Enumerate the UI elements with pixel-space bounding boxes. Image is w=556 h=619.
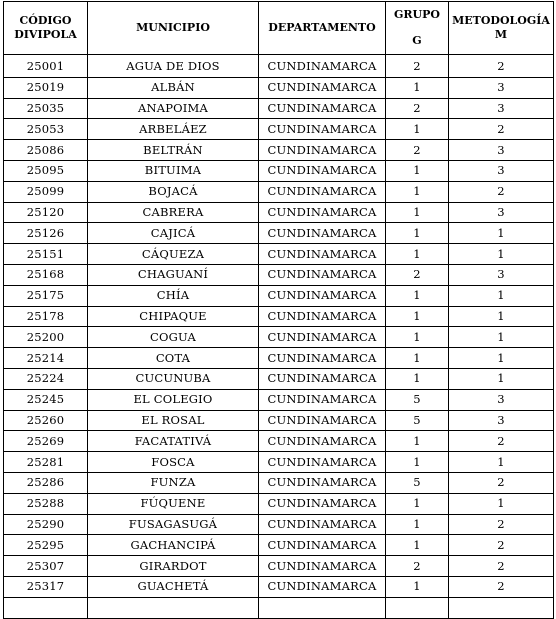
cell-grupo: 1 <box>386 348 449 369</box>
cell-codigo: 25224 <box>4 368 88 389</box>
cell-codigo: 25269 <box>4 431 88 452</box>
cell-metodologia: 1 <box>449 493 554 514</box>
cell-departamento: CUNDINAMARCA <box>259 327 386 348</box>
cell-codigo: 25001 <box>4 55 88 78</box>
cell-grupo: 2 <box>386 55 449 78</box>
table-row <box>4 410 554 431</box>
cell-municipio: EL COLEGIO <box>88 389 259 410</box>
table-row <box>4 576 554 597</box>
cell-municipio: CHAGUANÍ <box>88 264 259 285</box>
cell-departamento: CUNDINAMARCA <box>259 181 386 202</box>
cell-grupo: 1 <box>386 244 449 265</box>
cell-municipio: FOSCA <box>88 452 259 473</box>
cell-grupo: 1 <box>386 368 449 389</box>
cell-metodologia: 2 <box>449 431 554 452</box>
cell-departamento: CUNDINAMARCA <box>259 140 386 161</box>
table-row <box>4 389 554 410</box>
cell-metodologia: 1 <box>449 223 554 244</box>
cell-municipio <box>88 597 259 618</box>
cell-metodologia: 3 <box>449 410 554 431</box>
cell-metodologia: 2 <box>449 576 554 597</box>
cell-grupo: 2 <box>386 140 449 161</box>
cell-departamento: CUNDINAMARCA <box>259 348 386 369</box>
table-row <box>4 306 554 327</box>
table-row <box>4 597 554 618</box>
table-row <box>4 98 554 119</box>
cell-municipio: FUSAGASUGÁ <box>88 514 259 535</box>
cell-metodologia: 3 <box>449 264 554 285</box>
cell-codigo: 25245 <box>4 389 88 410</box>
table-row <box>4 119 554 140</box>
cell-municipio: CUCUNUBA <box>88 368 259 389</box>
table-row <box>4 77 554 98</box>
cell-grupo: 5 <box>386 410 449 431</box>
cell-codigo: 25126 <box>4 223 88 244</box>
cell-grupo: 1 <box>386 285 449 306</box>
cell-grupo: 1 <box>386 327 449 348</box>
table-row <box>4 493 554 514</box>
table-row <box>4 285 554 306</box>
cell-codigo: 25086 <box>4 140 88 161</box>
cell-metodologia: 2 <box>449 535 554 556</box>
cell-departamento: CUNDINAMARCA <box>259 202 386 223</box>
cell-grupo: 2 <box>386 98 449 119</box>
cell-grupo: 1 <box>386 77 449 98</box>
table-row <box>4 348 554 369</box>
cell-codigo: 25288 <box>4 493 88 514</box>
cell-departamento: CUNDINAMARCA <box>259 576 386 597</box>
cell-grupo: 1 <box>386 223 449 244</box>
header-municipio: MUNICIPIO <box>88 2 259 55</box>
cell-grupo: 1 <box>386 431 449 452</box>
table-row <box>4 223 554 244</box>
table-row <box>4 472 554 493</box>
cell-codigo: 25295 <box>4 535 88 556</box>
cell-codigo: 25175 <box>4 285 88 306</box>
cell-municipio: FUNZA <box>88 472 259 493</box>
cell-metodologia: 2 <box>449 514 554 535</box>
cell-metodologia: 1 <box>449 368 554 389</box>
table-row <box>4 368 554 389</box>
cell-departamento: CUNDINAMARCA <box>259 452 386 473</box>
header-metodologia: METODOLOGÍA M <box>449 2 554 55</box>
cell-departamento: CUNDINAMARCA <box>259 77 386 98</box>
cell-municipio: AGUA DE DIOS <box>88 55 259 78</box>
cell-metodologia: 2 <box>449 119 554 140</box>
cell-municipio: CHÍA <box>88 285 259 306</box>
cell-metodologia: 1 <box>449 452 554 473</box>
cell-departamento: CUNDINAMARCA <box>259 264 386 285</box>
cell-codigo <box>4 597 88 618</box>
cell-grupo: 1 <box>386 535 449 556</box>
header-departamento: DEPARTAMENTO <box>259 2 386 55</box>
cell-municipio: CÁQUEZA <box>88 244 259 265</box>
cell-metodologia: 3 <box>449 202 554 223</box>
cell-municipio: FÚQUENE <box>88 493 259 514</box>
cell-grupo: 1 <box>386 181 449 202</box>
municipality-table <box>3 1 554 619</box>
table-row <box>4 556 554 577</box>
cell-codigo: 25317 <box>4 576 88 597</box>
cell-codigo: 25286 <box>4 472 88 493</box>
header-codigo-divipola: CÓDIGO DIVIPOLA <box>4 2 88 55</box>
cell-grupo: 1 <box>386 119 449 140</box>
table-body <box>4 55 554 619</box>
cell-grupo <box>386 597 449 618</box>
table-row <box>4 140 554 161</box>
cell-metodologia: 1 <box>449 327 554 348</box>
cell-departamento: CUNDINAMARCA <box>259 410 386 431</box>
cell-codigo: 25120 <box>4 202 88 223</box>
cell-grupo: 1 <box>386 306 449 327</box>
table-row <box>4 514 554 535</box>
cell-codigo: 25281 <box>4 452 88 473</box>
cell-metodologia: 1 <box>449 285 554 306</box>
table-row <box>4 202 554 223</box>
cell-municipio: ALBÁN <box>88 77 259 98</box>
cell-grupo: 1 <box>386 160 449 181</box>
cell-departamento <box>259 597 386 618</box>
cell-codigo: 25307 <box>4 556 88 577</box>
cell-metodologia: 1 <box>449 306 554 327</box>
table-row <box>4 264 554 285</box>
cell-metodologia: 3 <box>449 98 554 119</box>
cell-departamento: CUNDINAMARCA <box>259 493 386 514</box>
cell-departamento: CUNDINAMARCA <box>259 431 386 452</box>
cell-departamento: CUNDINAMARCA <box>259 223 386 244</box>
header-row <box>4 2 554 55</box>
cell-codigo: 25095 <box>4 160 88 181</box>
cell-codigo: 25178 <box>4 306 88 327</box>
cell-metodologia: 3 <box>449 389 554 410</box>
cell-municipio: GIRARDOT <box>88 556 259 577</box>
cell-codigo: 25019 <box>4 77 88 98</box>
table-row <box>4 431 554 452</box>
cell-grupo: 5 <box>386 389 449 410</box>
cell-departamento: CUNDINAMARCA <box>259 119 386 140</box>
cell-codigo: 25168 <box>4 264 88 285</box>
cell-departamento: CUNDINAMARCA <box>259 389 386 410</box>
cell-departamento: CUNDINAMARCA <box>259 472 386 493</box>
cell-municipio: ANAPOIMA <box>88 98 259 119</box>
cell-codigo: 25214 <box>4 348 88 369</box>
cell-grupo: 5 <box>386 472 449 493</box>
cell-metodologia: 2 <box>449 556 554 577</box>
cell-grupo: 2 <box>386 556 449 577</box>
cell-municipio: BITUIMA <box>88 160 259 181</box>
table-row <box>4 55 554 78</box>
cell-municipio: CHIPAQUE <box>88 306 259 327</box>
cell-municipio: ARBELÁEZ <box>88 119 259 140</box>
cell-metodologia: 3 <box>449 160 554 181</box>
cell-municipio: CAJICÁ <box>88 223 259 244</box>
cell-grupo: 2 <box>386 264 449 285</box>
cell-grupo: 1 <box>386 514 449 535</box>
cell-metodologia: 1 <box>449 348 554 369</box>
table-header <box>4 2 554 55</box>
header-grupo: GRUPO G <box>386 2 449 55</box>
cell-metodologia <box>449 597 554 618</box>
cell-municipio: GUACHETÁ <box>88 576 259 597</box>
cell-grupo: 1 <box>386 576 449 597</box>
cell-departamento: CUNDINAMARCA <box>259 98 386 119</box>
cell-metodologia: 2 <box>449 55 554 78</box>
cell-grupo: 1 <box>386 202 449 223</box>
cell-codigo: 25200 <box>4 327 88 348</box>
cell-departamento: CUNDINAMARCA <box>259 368 386 389</box>
cell-codigo: 25099 <box>4 181 88 202</box>
table-row <box>4 452 554 473</box>
cell-departamento: CUNDINAMARCA <box>259 514 386 535</box>
cell-codigo: 25053 <box>4 119 88 140</box>
cell-grupo: 1 <box>386 452 449 473</box>
cell-departamento: CUNDINAMARCA <box>259 535 386 556</box>
cell-codigo: 25260 <box>4 410 88 431</box>
cell-municipio: EL ROSAL <box>88 410 259 431</box>
cell-departamento: CUNDINAMARCA <box>259 55 386 78</box>
cell-municipio: COGUA <box>88 327 259 348</box>
table-row <box>4 535 554 556</box>
cell-municipio: BOJACÁ <box>88 181 259 202</box>
table-row <box>4 181 554 202</box>
cell-departamento: CUNDINAMARCA <box>259 556 386 577</box>
table-row <box>4 244 554 265</box>
cell-municipio: CABRERA <box>88 202 259 223</box>
cell-municipio: COTA <box>88 348 259 369</box>
cell-codigo: 25290 <box>4 514 88 535</box>
cell-metodologia: 2 <box>449 181 554 202</box>
cell-municipio: FACATATIVÁ <box>88 431 259 452</box>
cell-codigo: 25035 <box>4 98 88 119</box>
cell-metodologia: 3 <box>449 140 554 161</box>
table-row <box>4 160 554 181</box>
table-row <box>4 327 554 348</box>
cell-metodologia: 2 <box>449 472 554 493</box>
cell-departamento: CUNDINAMARCA <box>259 244 386 265</box>
cell-municipio: GACHANCIPÁ <box>88 535 259 556</box>
cell-codigo: 25151 <box>4 244 88 265</box>
cell-metodologia: 1 <box>449 244 554 265</box>
cell-departamento: CUNDINAMARCA <box>259 160 386 181</box>
cell-municipio: BELTRÁN <box>88 140 259 161</box>
cell-metodologia: 3 <box>449 77 554 98</box>
cell-grupo: 1 <box>386 493 449 514</box>
cell-departamento: CUNDINAMARCA <box>259 306 386 327</box>
cell-departamento: CUNDINAMARCA <box>259 285 386 306</box>
